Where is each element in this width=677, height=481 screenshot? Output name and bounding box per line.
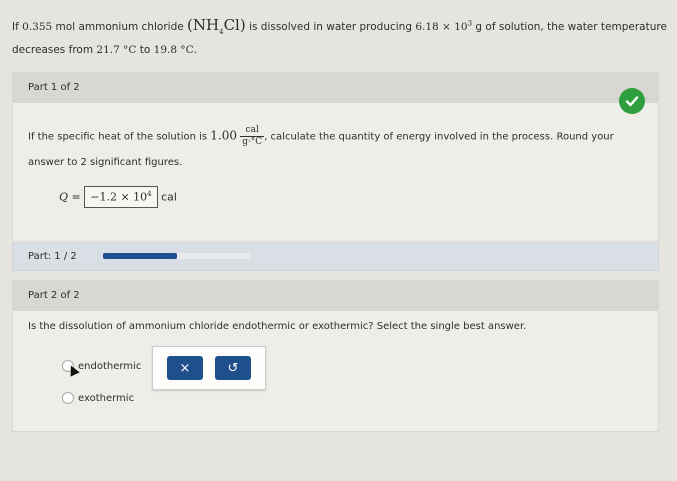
answer-input[interactable]: $-1.2 \times 10^4$ — [84, 186, 157, 208]
mass-unit: g — [475, 21, 483, 33]
option-label: exothermic — [78, 393, 135, 404]
part2-question: Is the dissolution of ammonium chloride endothermic or exothermic? Select the single best answer. — [28, 321, 527, 332]
problem-statement-line1 — [12, 16, 667, 36]
progress-bar — [103, 253, 250, 259]
answer-unit: cal — [161, 190, 177, 204]
undo-button[interactable] — [215, 356, 251, 380]
answer-variable: Q = — [59, 190, 81, 204]
radio-button[interactable] — [62, 392, 74, 404]
problem-text: decreases from — [12, 44, 94, 56]
answer-toolbox — [152, 346, 266, 390]
progress-fill — [103, 253, 177, 259]
part2-panel — [12, 280, 659, 432]
chemical-formula: $(NH_4Cl)$ — [187, 16, 246, 36]
problem-text: mol ammonium chloride — [55, 21, 184, 33]
final-temp: 19.8 °C — [153, 44, 194, 56]
undo-icon: ↺ — [227, 360, 239, 376]
option-label: endothermic — [78, 361, 142, 372]
initial-temp: 21.7 °C — [96, 44, 137, 56]
solution-mass: $6.18 \times 10^3$ — [415, 19, 473, 33]
problem-statement-line2 — [12, 44, 197, 56]
check-icon — [619, 88, 645, 114]
part1-header: Part 1 of 2 — [13, 73, 658, 103]
problem-text: . — [193, 44, 198, 56]
specific-heat-value: 1.00 — [210, 128, 237, 143]
problem-text: to — [139, 44, 151, 56]
problem-text: of solution, the water temperature — [485, 21, 667, 33]
x-icon: × — [179, 360, 191, 376]
part1-panel — [12, 72, 659, 242]
mol-amount: 0.355 — [22, 21, 53, 33]
unit-fraction: cal g·°C — [242, 125, 263, 147]
part-progress — [12, 243, 659, 271]
problem-text: is dissolved in water producing — [249, 21, 412, 33]
problem-text: If — [12, 21, 19, 33]
part1-question: If the specific heat of the solution is 1.00 cal g·°C , calculate the quantity of energy involved in the process. Round your — [28, 125, 614, 147]
clear-button[interactable] — [167, 356, 203, 380]
option-exothermic[interactable] — [62, 392, 134, 404]
answer-row — [59, 186, 177, 208]
progress-label: Part: 1 / 2 — [28, 251, 77, 262]
part1-question-line2: answer to 2 significant figures. — [28, 157, 183, 168]
part2-header: Part 2 of 2 — [13, 281, 658, 311]
